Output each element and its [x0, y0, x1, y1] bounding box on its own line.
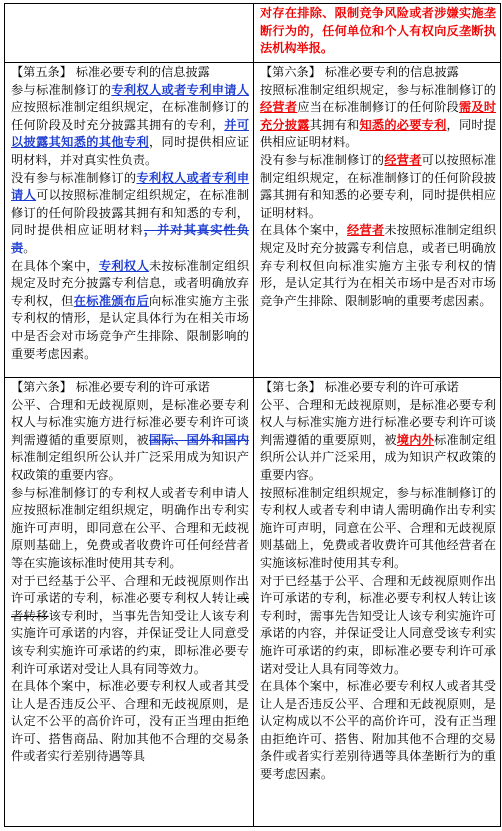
article-title: 【第六条】 标准必要专利的许可承诺: [11, 380, 210, 394]
paragraph: 公平、合理和无歧视原则，是标准必要专利权人与标准实施方进行标准必要专利许可谈判需遵循的重要原则，被国际、国外和国内标准制定组织所公认并广泛采用成为知识产权政策的重要内容。: [11, 397, 250, 482]
new-clause-text: 对存在排除、限制竞争风险或者涉嫌实施垄断行为的，任何单位和个人有权向反垄断执法机构举报。: [260, 6, 496, 56]
paragraph: 参与标准制修订的专利权人或者专利申请人应按照标准制定组织规定，在标准制修订的任何阶段及时充分披露其拥有的专利，并可以披露其知悉的其他专利，同时提供相应证明材料，并对真实性负责。: [11, 82, 250, 167]
left-header-cell: [5, 4, 254, 63]
right-article-6: [254, 63, 501, 378]
table-row: [5, 63, 501, 378]
paragraph: 按照标准制定组织规定，参与标准制修订的专利权人或者专利申请人需明确作出专利实施许可声明，同意在公平、合理和无歧视原则基础上，免费或者收费许可其他经营者在实施该标准时使用其专利。: [260, 485, 496, 570]
paragraph: 没有参与标准制修订的经营者可以按照标准制定组织规定，在标准制修订的任何阶段披露其拥有和知悉的必要专利，同时提供相应证明材料。: [260, 152, 497, 220]
right-article-7: [254, 378, 501, 827]
paragraph: 在具体个案中，专利权人未按标准制定组织规定及时充分披露专利信息，或者明确放弃专利权，但在标准颁布后向标准实施方主张专利权的情形，是认定具体行为在相关市场中是否会对市场竞争产生排除、限制影响的重要考虑因素。: [11, 258, 250, 361]
paragraph: 按照标准制定组织规定，参与标准制修订的经营者应当在标准制修订的任何阶段需及时充分披露其拥有和知悉的必要专利，同时提供相应证明材料。: [260, 82, 497, 150]
article-title: 【第七条】 标准必要专利的许可承诺: [260, 380, 459, 394]
right-header-cell: [254, 4, 501, 63]
paragraph: 没有参与标准制修订的专利权人或者专利申请人可以按照标准制定组织规定，在标准制修订的任何阶段披露其拥有和知悉的专利，同时提供相应证明材料，并对其真实性负责。: [11, 170, 250, 255]
paragraph: 在具体个案中，标准必要专利权人或者其受让人是否违反公平、合理和无歧视原则，是认定不公平的高价许可，没有正当理由拒绝许可、搭售商品、附加其他不合理的交易条件或者实行差别待遇等具: [11, 679, 249, 764]
paragraph: 对于已经基于公平、合理和无歧视原则作出许可承诺的专利，标准必要专利权人转让该专利时，需事先告知受让人该专利实施许可承诺的内容，并保证受让人同意受该专利实施许可承诺的约束，即标准必要专利许可承诺对受让人具有同等效力。: [260, 573, 496, 676]
left-article-5: [5, 63, 254, 378]
article-title: 【第五条】 标准必要专利的信息披露: [11, 65, 210, 79]
paragraph: 参与标准制修订的专利权人或者专利申请人应按照标准制定组织规定，明确作出专利实施许可声明，即同意在公平、合理和无歧视原则基础上，免费或者收费许可任何经营者等在实施该标准时使用其专利。: [11, 485, 249, 570]
article-title: 【第六条】 标准必要专利的信息披露: [260, 65, 459, 79]
table-row: [5, 378, 501, 827]
paragraph: 公平、合理和无歧视原则，是标准必要专利权人与标准实施方进行标准必要专利许可谈判需遵循的重要原则，被境内外标准制定组织所公认并广泛采用，成为知识产权政策的重要内容。: [260, 397, 497, 482]
comparison-table: [4, 3, 501, 827]
paragraph: 在具体个案中，经营者未按照标准制定组织规定及时充分披露专利信息，或者已明确放弃专利权但向标准实施方主张专利权的情形，是认定其行为在相关市场中是否对市场竞争产生排除、限制影响的重要考虑因素。: [260, 223, 497, 308]
left-article-6: [5, 378, 254, 827]
table-row: [5, 4, 501, 63]
paragraph: 在具体个案中，标准必要专利权人或者其受让人是否违反公平、合理和无歧视原则，是认定构成以不公平的高价许可，没有正当理由拒绝许可、搭售、附加其他不合理的交易条件或者实行差别待遇等具体垄断行为的重要考虑因素。: [260, 679, 496, 782]
paragraph: 对于已经基于公平、合理和无歧视原则作出许可承诺的专利，标准必要专利权人转让或者转移该专利时，当事先告知受让人该专利实施许可承诺的内容，并保证受让人同意受该专利实施许可承诺的约束，即标准必要专利许可承诺对受让人具有同等效力。: [11, 573, 250, 676]
